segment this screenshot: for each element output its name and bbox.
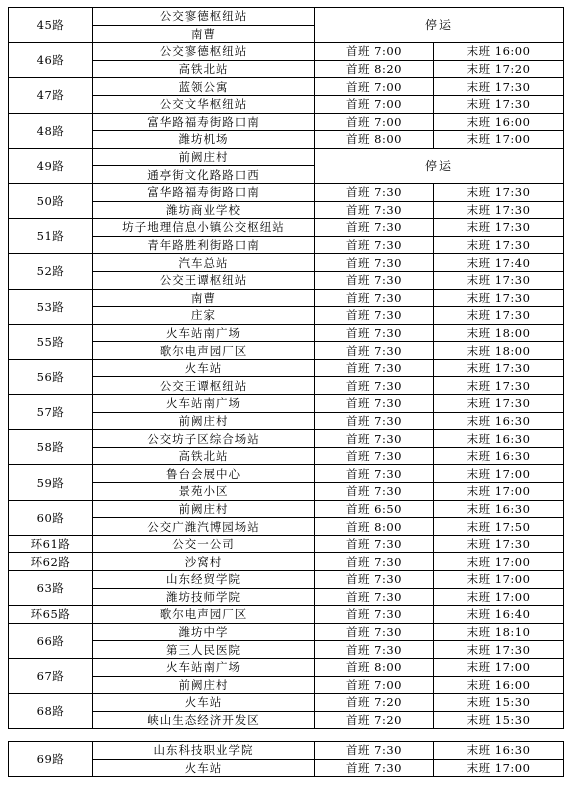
stop-name: 公交一公司 — [93, 535, 315, 553]
last-bus-time: 末班 17:30 — [434, 289, 564, 307]
table-row — [9, 553, 564, 571]
last-bus-time: 末班 17:00 — [434, 131, 564, 149]
first-bus-time: 首班 7:00 — [315, 78, 434, 96]
stop-name: 公交寥德枢纽站 — [93, 43, 315, 61]
table-row — [9, 412, 564, 430]
table-row — [9, 254, 564, 272]
table-row — [9, 571, 564, 589]
table-row — [9, 271, 564, 289]
last-bus-time: 末班 17:30 — [434, 377, 564, 395]
first-bus-time: 首班 7:00 — [315, 95, 434, 113]
stop-name: 沙窝村 — [93, 553, 315, 571]
table-row — [9, 201, 564, 219]
stop-name: 景苑小区 — [93, 483, 315, 501]
stop-name: 南曹 — [93, 25, 315, 43]
stop-name: 坊子地理信息小镇公交枢纽站 — [93, 219, 315, 237]
last-bus-time: 末班 17:30 — [434, 641, 564, 659]
route-number: 49路 — [9, 148, 93, 183]
table-row — [9, 500, 564, 518]
first-bus-time: 首班 7:30 — [315, 759, 434, 777]
first-bus-time: 首班 7:00 — [315, 43, 434, 61]
table-row — [9, 395, 564, 413]
stop-name: 高铁北站 — [93, 60, 315, 78]
table-row — [9, 219, 564, 237]
route-number: 69路 — [9, 742, 93, 777]
bus-schedule-table — [8, 7, 564, 729]
table-row — [9, 623, 564, 641]
stop-name: 公交寥德枢纽站 — [93, 8, 315, 26]
first-bus-time: 首班 7:30 — [315, 324, 434, 342]
last-bus-time: 末班 16:30 — [434, 447, 564, 465]
route-number: 67路 — [9, 658, 93, 693]
table-row — [9, 377, 564, 395]
stop-name: 潍坊中学 — [93, 623, 315, 641]
table-row — [9, 742, 564, 760]
first-bus-time: 首班 7:30 — [315, 359, 434, 377]
table-row — [9, 483, 564, 501]
table-row — [9, 588, 564, 606]
first-bus-time: 首班 8:00 — [315, 131, 434, 149]
table-row — [9, 289, 564, 307]
table-row — [9, 518, 564, 536]
stop-name: 火车站南广场 — [93, 324, 315, 342]
stop-name: 公交坊子区综合场站 — [93, 430, 315, 448]
table-row — [9, 359, 564, 377]
route-number: 50路 — [9, 183, 93, 218]
last-bus-time: 末班 17:20 — [434, 60, 564, 78]
first-bus-time: 首班 7:30 — [315, 641, 434, 659]
first-bus-time: 首班 7:30 — [315, 289, 434, 307]
first-bus-time: 首班 7:30 — [315, 183, 434, 201]
route-number: 59路 — [9, 465, 93, 500]
last-bus-time: 末班 16:40 — [434, 606, 564, 624]
first-bus-time: 首班 8:00 — [315, 518, 434, 536]
last-bus-time: 末班 18:10 — [434, 623, 564, 641]
route-number: 63路 — [9, 571, 93, 606]
stop-name: 公交文华枢纽站 — [93, 95, 315, 113]
first-bus-time: 首班 7:30 — [315, 606, 434, 624]
stop-name: 南曹 — [93, 289, 315, 307]
stop-name: 潍坊商业学校 — [93, 201, 315, 219]
stop-name: 前阙庄村 — [93, 500, 315, 518]
service-status: 停运 — [315, 8, 564, 43]
table-row — [9, 759, 564, 777]
first-bus-time: 首班 7:30 — [315, 742, 434, 760]
last-bus-time: 末班 16:00 — [434, 113, 564, 131]
stop-name: 歌尔电声园厂区 — [93, 342, 315, 360]
stop-name: 火车站 — [93, 759, 315, 777]
stop-name: 庄家 — [93, 307, 315, 325]
stop-name: 高铁北站 — [93, 447, 315, 465]
route-number: 47路 — [9, 78, 93, 113]
route-number: 58路 — [9, 430, 93, 465]
last-bus-time: 末班 17:30 — [434, 95, 564, 113]
stop-name: 峡山生态经济开发区 — [93, 711, 315, 729]
table-row — [9, 113, 564, 131]
last-bus-time: 末班 17:00 — [434, 588, 564, 606]
first-bus-time: 首班 7:30 — [315, 447, 434, 465]
last-bus-time: 末班 16:00 — [434, 676, 564, 694]
first-bus-time: 首班 7:00 — [315, 676, 434, 694]
first-bus-time: 首班 7:30 — [315, 483, 434, 501]
table-row — [9, 465, 564, 483]
route-number: 53路 — [9, 289, 93, 324]
route-number: 57路 — [9, 395, 93, 430]
stop-name: 火车站 — [93, 694, 315, 712]
first-bus-time: 首班 7:30 — [315, 412, 434, 430]
stop-name: 前阙庄村 — [93, 412, 315, 430]
table-row — [9, 694, 564, 712]
last-bus-time: 末班 18:00 — [434, 324, 564, 342]
first-bus-time: 首班 7:30 — [315, 571, 434, 589]
last-bus-time: 末班 17:30 — [434, 201, 564, 219]
last-bus-time: 末班 17:30 — [434, 307, 564, 325]
stop-name: 汽车总站 — [93, 254, 315, 272]
table-row — [9, 641, 564, 659]
table-row — [9, 658, 564, 676]
route-number: 55路 — [9, 324, 93, 359]
first-bus-time: 首班 7:30 — [315, 201, 434, 219]
table-row — [9, 430, 564, 448]
stop-name: 公交王谭枢纽站 — [93, 271, 315, 289]
first-bus-time: 首班 7:30 — [315, 535, 434, 553]
table-row — [9, 342, 564, 360]
stop-name: 山东科技职业学院 — [93, 742, 315, 760]
last-bus-time: 末班 15:30 — [434, 711, 564, 729]
last-bus-time: 末班 17:30 — [434, 535, 564, 553]
last-bus-time: 末班 17:00 — [434, 465, 564, 483]
first-bus-time: 首班 7:30 — [315, 307, 434, 325]
stop-name: 火车站南广场 — [93, 395, 315, 413]
first-bus-time: 首班 7:30 — [315, 342, 434, 360]
route-number: 56路 — [9, 359, 93, 394]
table-row — [9, 606, 564, 624]
stop-name: 富华路福寿街路口南 — [93, 113, 315, 131]
first-bus-time: 首班 7:30 — [315, 465, 434, 483]
stop-name: 潍坊技师学院 — [93, 588, 315, 606]
last-bus-time: 末班 18:00 — [434, 342, 564, 360]
table-row — [9, 711, 564, 729]
table-row — [9, 447, 564, 465]
table-row — [9, 307, 564, 325]
stop-name: 公交王谭枢纽站 — [93, 377, 315, 395]
first-bus-time: 首班 7:30 — [315, 395, 434, 413]
route-number: 66路 — [9, 623, 93, 658]
stop-name: 蓝领公寓 — [93, 78, 315, 96]
service-status: 停运 — [315, 148, 564, 183]
first-bus-time: 首班 7:30 — [315, 588, 434, 606]
table-row — [9, 183, 564, 201]
stop-name: 鲁台会展中心 — [93, 465, 315, 483]
last-bus-time: 末班 17:30 — [434, 236, 564, 254]
route-number: 环61路 — [9, 535, 93, 553]
route-number: 52路 — [9, 254, 93, 289]
route-number: 环62路 — [9, 553, 93, 571]
last-bus-time: 末班 17:00 — [434, 658, 564, 676]
table-row — [9, 148, 564, 166]
last-bus-time: 末班 16:30 — [434, 500, 564, 518]
table-row — [9, 78, 564, 96]
table-row — [9, 236, 564, 254]
first-bus-time: 首班 7:30 — [315, 430, 434, 448]
stop-name: 山东经贸学院 — [93, 571, 315, 589]
first-bus-time: 首班 7:30 — [315, 271, 434, 289]
table-row — [9, 324, 564, 342]
route-number: 46路 — [9, 43, 93, 78]
last-bus-time: 末班 17:50 — [434, 518, 564, 536]
stop-name: 富华路福寿街路口南 — [93, 183, 315, 201]
first-bus-time: 首班 7:30 — [315, 623, 434, 641]
last-bus-time: 末班 17:00 — [434, 571, 564, 589]
first-bus-time: 首班 6:50 — [315, 500, 434, 518]
first-bus-time: 首班 7:30 — [315, 236, 434, 254]
last-bus-time: 末班 16:30 — [434, 412, 564, 430]
first-bus-time: 首班 7:30 — [315, 553, 434, 571]
stop-name: 火车站 — [93, 359, 315, 377]
last-bus-time: 末班 17:40 — [434, 254, 564, 272]
stop-name: 歌尔电声园厂区 — [93, 606, 315, 624]
last-bus-time: 末班 16:30 — [434, 430, 564, 448]
stop-name: 火车站南广场 — [93, 658, 315, 676]
last-bus-time: 末班 17:00 — [434, 483, 564, 501]
last-bus-time: 末班 17:30 — [434, 395, 564, 413]
stop-name: 前阙庄村 — [93, 676, 315, 694]
first-bus-time: 首班 7:20 — [315, 694, 434, 712]
last-bus-time: 末班 17:30 — [434, 359, 564, 377]
stop-name: 通亭街文化路路口西 — [93, 166, 315, 184]
stop-name: 青年路胜利街路口南 — [93, 236, 315, 254]
first-bus-time: 首班 8:00 — [315, 658, 434, 676]
last-bus-time: 末班 17:30 — [434, 78, 564, 96]
last-bus-time: 末班 16:00 — [434, 43, 564, 61]
bus-schedule-table-continued — [8, 741, 564, 777]
last-bus-time: 末班 17:30 — [434, 219, 564, 237]
table-row — [9, 131, 564, 149]
table-row — [9, 8, 564, 26]
route-number: 45路 — [9, 8, 93, 43]
stop-name: 潍坊机场 — [93, 131, 315, 149]
first-bus-time: 首班 7:30 — [315, 377, 434, 395]
first-bus-time: 首班 8:20 — [315, 60, 434, 78]
table-row — [9, 676, 564, 694]
last-bus-time: 末班 17:30 — [434, 271, 564, 289]
route-number: 48路 — [9, 113, 93, 148]
stop-name: 公交广潍汽博园场站 — [93, 518, 315, 536]
route-number: 68路 — [9, 694, 93, 729]
table-row — [9, 43, 564, 61]
last-bus-time: 末班 17:00 — [434, 553, 564, 571]
last-bus-time: 末班 16:30 — [434, 742, 564, 760]
route-number: 51路 — [9, 219, 93, 254]
table-row — [9, 535, 564, 553]
last-bus-time: 末班 17:30 — [434, 183, 564, 201]
first-bus-time: 首班 7:30 — [315, 254, 434, 272]
route-number: 60路 — [9, 500, 93, 535]
first-bus-time: 首班 7:00 — [315, 113, 434, 131]
last-bus-time: 末班 15:30 — [434, 694, 564, 712]
route-number: 环65路 — [9, 606, 93, 624]
last-bus-time: 末班 17:00 — [434, 759, 564, 777]
first-bus-time: 首班 7:30 — [315, 219, 434, 237]
stop-name: 前阙庄村 — [93, 148, 315, 166]
table-row — [9, 95, 564, 113]
stop-name: 第三人民医院 — [93, 641, 315, 659]
table-row — [9, 60, 564, 78]
first-bus-time: 首班 7:20 — [315, 711, 434, 729]
